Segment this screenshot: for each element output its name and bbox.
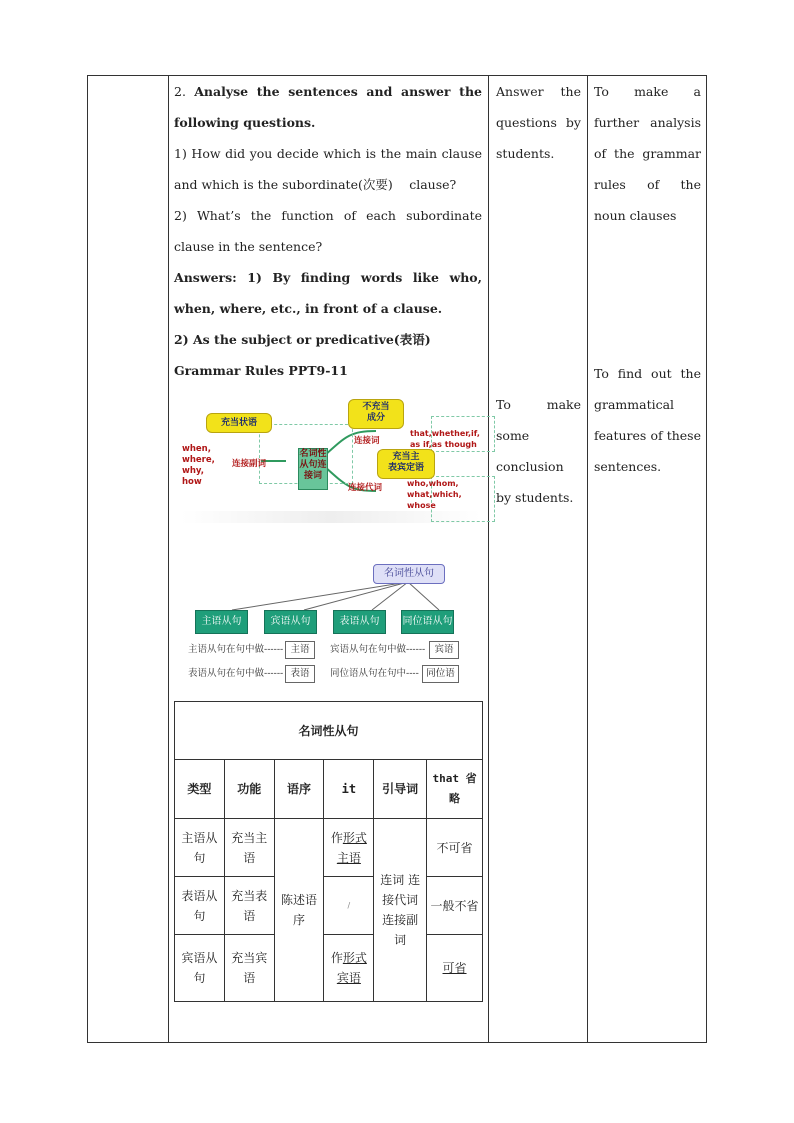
adverb-words: when, where, why, how bbox=[182, 444, 215, 487]
subject-role-label: 主语从句在句中做------ bbox=[188, 644, 284, 655]
predicative-role-box: 表语 bbox=[285, 665, 315, 683]
cell-function: 充当宾语 bbox=[224, 935, 274, 1002]
header-introducer: 引导词 bbox=[374, 760, 427, 819]
conj-words: that,whether,if, as if,as though bbox=[410, 429, 480, 449]
it-prefix: 作 bbox=[330, 830, 343, 845]
noun-clause-tree bbox=[176, 564, 482, 689]
tree-node-appositive: 同位语从句 bbox=[401, 610, 454, 634]
step-number: 2. bbox=[174, 84, 195, 99]
tree-node-object: 宾语从句 bbox=[264, 610, 317, 634]
question-2: 2) What’s the function of each subordinate clause in the sentence? bbox=[174, 208, 482, 254]
table-title: 名词性从句 bbox=[175, 702, 483, 760]
it-formal-subject: 形式主语 bbox=[336, 830, 367, 865]
purpose-2: To find out the grammatical features of these sentences. bbox=[594, 366, 701, 474]
answer-2: 2) As the subject or predicative(表语) bbox=[174, 332, 431, 347]
main-content bbox=[174, 76, 482, 386]
bubble-adverbial: 充当状语 bbox=[206, 413, 272, 433]
adverb-label: 连接副词 bbox=[232, 459, 267, 469]
bubble-no-component: 不充当 成分 bbox=[348, 399, 404, 429]
cell-introducer: 连词 连接代词 连接副词 bbox=[374, 819, 427, 1002]
grammar-rules-ref: Grammar Rules PPT9-11 bbox=[174, 363, 348, 378]
cell-it bbox=[324, 819, 374, 877]
cell-type: 宾语从句 bbox=[175, 935, 225, 1002]
object-role-label: 宾语从句在句中做------ bbox=[330, 644, 426, 655]
answer-1: Answers: 1) By finding words like who, when, where, etc., in front of a clause. bbox=[174, 270, 482, 316]
header-function: 功能 bbox=[224, 760, 274, 819]
column-divider bbox=[168, 76, 169, 1042]
cell-it: / bbox=[324, 877, 374, 935]
column-divider bbox=[587, 76, 588, 1042]
bubble-subject: 充当主 表宾定语 bbox=[377, 449, 435, 479]
cell-function: 充当表语 bbox=[224, 877, 274, 935]
appositive-role-box: 同位语 bbox=[422, 665, 459, 683]
cell-type: 主语从句 bbox=[175, 819, 225, 877]
it-formal-object: 形式宾语 bbox=[336, 951, 367, 985]
tree-node-predicative: 表语从句 bbox=[333, 610, 386, 634]
predicative-role-label: 表语从句在句中做------ bbox=[188, 668, 284, 679]
pron-words: who,whom, what,which, whose bbox=[407, 479, 462, 510]
column-divider bbox=[488, 76, 489, 1042]
activity-2: To make some conclusion by students. bbox=[496, 397, 581, 505]
cell-omit: 不可省 bbox=[427, 819, 483, 877]
activity-1: Answer the questions by students. bbox=[496, 84, 581, 161]
header-it: it bbox=[324, 760, 374, 819]
purpose-1: To make a further analysis of the grammar rules of the noun clauses bbox=[594, 84, 701, 223]
header-word-order: 语序 bbox=[274, 760, 324, 819]
header-type: 类型 bbox=[175, 760, 225, 819]
cell-word-order: 陈述语序 bbox=[274, 819, 324, 1002]
conj-label: 连接词 bbox=[354, 436, 380, 446]
question-1: 1) How did you decide which is the main clause and which is the subordinate(次要) clause? bbox=[174, 146, 482, 192]
it-prefix: 作 bbox=[330, 951, 343, 965]
lesson-table bbox=[87, 75, 707, 1043]
cell-it bbox=[324, 935, 374, 1002]
cell-type: 表语从句 bbox=[175, 877, 225, 935]
subject-role-box: 主语 bbox=[285, 641, 315, 659]
question-title: Analyse the sentences and answer the following questions. bbox=[174, 84, 482, 130]
tree-root: 名词性从句 bbox=[373, 564, 445, 584]
noun-clause-table bbox=[174, 701, 483, 1002]
appositive-role-label: 同位语从句在句中---- bbox=[330, 668, 419, 679]
cell-omit: 可省 bbox=[427, 935, 483, 1002]
header-that-omit: that 省略 bbox=[427, 760, 483, 819]
connectives-mindmap bbox=[176, 396, 482, 526]
cell-omit: 一般不省 bbox=[427, 877, 483, 935]
cell-function: 充当主语 bbox=[224, 819, 274, 877]
pron-label: 连接代词 bbox=[348, 483, 383, 493]
center-node: 名词性 从句连 接词 bbox=[298, 448, 328, 490]
object-role-box: 宾语 bbox=[429, 641, 459, 659]
tree-node-subject: 主语从句 bbox=[195, 610, 248, 634]
